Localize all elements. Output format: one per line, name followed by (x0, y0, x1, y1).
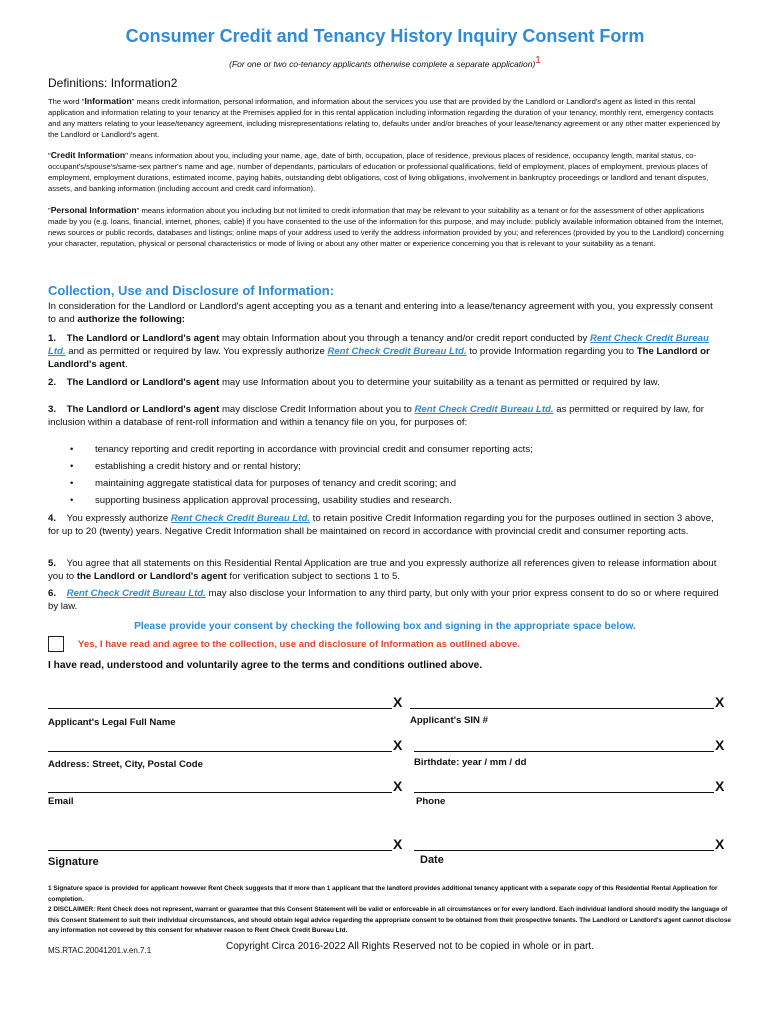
landlord-5: the Landlord or Landlord's agent (76, 571, 227, 582)
bullet-text: supporting business application approval processing, usability studies and research. (95, 495, 452, 506)
item-3: 3. The Landlord or Landlord's agent may disclose Credit Information about you to Rent Check Credit Bureau Ltd. as permitted or required by law, for inclusion within a database of rent-roll information and within a tenancy file on you, for purposes of: (48, 404, 704, 428)
item-4: 4. You expressly authorize Rent Check Credit Bureau Ltd. to retain positive Credit Information regarding you for the purposes outlined in section 3 above, for up to 20 (twenty) years. Negative Credit Information shall be maintained on record in accordance with provincial credit and consumer reporting acts. (48, 513, 714, 537)
item2-text: may use Information about you to determine your suitability as a tenant as permitted or required by law. (221, 377, 660, 388)
credit-text: means information about you, including your name, age, date of birth, occupation, place of residence, previous places of residence, occupancy length, marital status, co-occupant's/spouse's/same-sex partner's name and age, number of dependants, particulars of education or professional qualifications, field of employment, places of employment, previous places of employment, employment durations, estimated income, paying habits, outstanding debt obligations, cost of living obligations, involvement in bankruptcy proceedings or landlord and tenant disputes, assets, and banking information (including account and credit card information). (48, 151, 709, 194)
form-title: Consumer Credit and Tenancy History Inquiry Consent Form (125, 26, 645, 46)
phone-x-mark: X (715, 778, 725, 794)
item4-text-a: You expressly authorize (66, 513, 169, 524)
consent-checkbox-label: Yes, I have read and agree to the collection, use and disclosure of Information as outlined above. (78, 639, 520, 650)
item5-text-b: for verification subject to sections 1 to 5. (229, 571, 401, 582)
full-name-label: Applicant's Legal Full Name (48, 717, 176, 728)
bullet-text: tenancy reporting and credit reporting in accordance with provincial credit and consumer reporting acts; (95, 444, 533, 455)
footnote-marker: 1 (535, 55, 541, 66)
item1-text-c: to provide Information regarding you to (469, 346, 635, 357)
item3-text-b: as permitted or required by law, for inclusion within a database of rent-roll information and within a tenancy file on you, for purposes of: (48, 404, 704, 428)
bullet-text: maintaining aggregate statistical data for purposes of tenancy and credit scoring; and (95, 478, 457, 489)
full-name-field[interactable] (48, 708, 392, 709)
sin-label: Applicant's SIN # (410, 715, 488, 726)
copyright-notice: Copyright Circa 2016-2022 All Rights Reserved not to be copied in whole or in part. (226, 941, 594, 952)
personal-term: Personal Information (50, 205, 137, 215)
form-subtitle (0, 55, 770, 69)
bullet-text: establishing a credit history and or rental history; (95, 461, 301, 472)
signature-label: Signature (48, 856, 99, 868)
definitions-heading: Definitions: Information2 (48, 76, 178, 90)
full-name-x-mark: X (393, 694, 403, 710)
information-term: Information (84, 96, 132, 106)
item3-text-a: may disclose Credit Information about you to (221, 404, 412, 415)
bullet-item: • supporting business application approval processing, usability studies and research. (70, 495, 452, 506)
landlord-1b: The Landlord or Landlord's agent (48, 346, 710, 370)
date-x-mark: X (715, 836, 725, 852)
landlord-1: The Landlord or Landlord's agent (66, 333, 220, 344)
landlord-2: The Landlord or Landlord's agent (66, 377, 220, 388)
signature-x-mark: X (393, 836, 403, 852)
definition-personal-information: "Personal Information" means information about you including but not limited to credit information that may be relevant to your suitability as a tenant or for the assessment of other applications made by you (e.g. loans, financial, internet, phones, cable) if you have consented to the use of the information for this purpose, and may include: publicly available information obtained from the Internet, news sources or public records, databases and listings; online maps of your address used to verify the address information provided by you; and references (provided by you to the Landlord) concerning your character, reputation, physical or personal characteristics or mode of living or about any other matter or experience concerning you that is relevant to your suitability as a tenant. (48, 205, 724, 249)
subtitle-text: (For one or two co-tenancy applicants otherwise complete a separate application) (229, 58, 536, 69)
form-code: MS.RTAC.20041201.v.en.7.1 (48, 946, 152, 955)
consent-checkbox[interactable] (48, 636, 64, 652)
item-5: 5. You agree that all statements on this Residential Rental Application are true and you expressly authorize all references given to release information about you to the Landlord or Landlord's agent for verification subject to sections 1 to 5. (48, 558, 717, 582)
consent-instruction: Please provide your consent by checking the following box and signing in the appropriate space below. (134, 621, 636, 632)
intro-text: In consideration for the Landlord or Landlord's agent accepting you as a tenant and entering into a lease/tenancy agreement with you, you expressly consent to and (48, 301, 713, 325)
date-field[interactable] (414, 850, 714, 851)
birthdate-label: Birthdate: year / mm / dd (414, 757, 527, 768)
item-2: 2. The Landlord or Landlord's agent may use Information about you to determine your suitability as a tenant as permitted or required by law. (48, 377, 660, 388)
item1-text-a: may obtain Information about you through a tenancy and/or credit report conducted by (221, 333, 588, 344)
bureau-link-4[interactable]: Rent Check Credit Bureau Ltd. (170, 513, 310, 524)
address-label: Address: Street, City, Postal Code (48, 759, 203, 770)
address-x-mark: X (393, 737, 403, 753)
address-field[interactable] (48, 751, 392, 752)
signature-field[interactable] (48, 850, 392, 851)
birthdate-field[interactable] (414, 751, 714, 752)
collection-heading: Collection, Use and Disclosure of Information: (48, 283, 335, 298)
email-label: Email (48, 796, 74, 807)
item4-text-b: to retain positive Credit Information regarding you for the purposes outlined in section 3 above, for up to 20 (twenty) years. Negative Credit Information shall be maintained on record in accordance with provincial credit and consumer reporting acts. (48, 513, 714, 537)
item6-text: may also disclose your Information to any third party, but only with your prior express consent to do so or where required by law. (48, 588, 719, 612)
definition-credit-information: "Credit Information" means information about you, including your name, age, date of birth, occupation, place of residence, previous places of residence, occupancy length, marital status, co-occupant's/spouse's/same-sex partner's name and age, number of dependants, particulars of education or professional qualifications, field of employment, places of employment, previous places of employment, employment durations, estimated income, paying habits, outstanding debt obligations, cost of living obligations, involvement in bankruptcy proceedings or landlord and tenant disputes, assets, and banking information (including account and credit card information). (48, 150, 709, 194)
footnote-1: 1 Signature space is provided for applicant however Rent Check suggests that if more than 1 applicant that the landlord provides additional tenancy applicant with a separate copy of this Residential Rental Application for completion. (48, 885, 718, 903)
credit-term: Credit Information (50, 150, 126, 160)
item-6: 6. Rent Check Credit Bureau Ltd. may also disclose your Information to any third party, but only with your prior express consent to do so or where required by law. (48, 588, 719, 612)
item1-text-b: and as permitted or required by law. You expressly authorize (68, 346, 325, 357)
landlord-3: The Landlord or Landlord's agent (66, 404, 220, 415)
bureau-link-1[interactable]: Rent Check Credit Bureau Ltd. (48, 333, 709, 357)
sin-x-mark: X (715, 694, 725, 710)
phone-label: Phone (416, 796, 446, 807)
personal-text: means information about you including but not limited to credit information that may be relevant to your suitability as a tenant or for the assessment of other applications made by you (e.g. loans, financial, internet, phones, cable) if you have consented to the use of the information for this purpose, and may include: publicly available information obtained from the Internet, news sources or public records, databases and listings; online maps of your address used to verify the address information provided by you; and references (provided by you to the Landlord) concerning your character, reputation, physical or personal characteristics or mode of living or about any other matter or experience concerning you that is relevant to your suitability as a tenant. (48, 206, 724, 249)
email-field[interactable] (48, 792, 392, 793)
collection-intro (48, 300, 722, 326)
bureau-link-3[interactable]: Rent Check Credit Bureau Ltd. (414, 404, 554, 415)
definition-information: The word "Information" means credit information, personal information, and information about the services you use that are provided by the Landlord or Landlord's agent as listed in this rental application and information relating to your tenancy at the Premises applied for in this rental application including information regarding the duration of your tenancy, monthly rent, emergency contacts and any matters relating to your lease/tenancy agreement, including misrepresentations relating to, defaults under and/or breaches of your lease/tenancy agreement or any other matter experienced by the Landlord or Landlord's agent. (48, 96, 721, 140)
bullet-item: • maintaining aggregate statistical data for purposes of tenancy and credit scoring; and (70, 478, 457, 489)
birthdate-x-mark: X (715, 737, 725, 753)
footnote-2: 2 DISCLAIMER: Rent Check does not represent, warrant or guarantee that this Consent Statement will be valid or enforceable in all circumstances or for every landlord. Each individual landlord should modify the language of this Consent Statement to suit their individual circumstances, and should obtain legal advice regarding the appropriate consent to be obtained from their prospective tenants. The Landlord or Landlord's agent cannot disclose any information not covered by this consent for whatever reason to Rent Check Credit Bureau Ltd. (48, 906, 731, 934)
agreement-statement: I have read, understood and voluntarily agree to the terms and conditions outlined above. (48, 660, 483, 671)
email-x-mark: X (393, 778, 403, 794)
sin-field[interactable] (410, 708, 714, 709)
intro-bold: authorize the following: (77, 314, 185, 325)
item-1: 1. The Landlord or Landlord's agent may obtain Information about you through a tenancy and/or credit report conducted by Rent Check Credit Bureau Ltd. and as permitted or required by law. You expressly authorize Rent Check Credit Bureau Ltd. to provide Information regarding you to The Landlord or Landlord's agent. (48, 333, 710, 370)
item5-text-a: You agree that all statements on this Residential Rental Application are true and you expressly authorize all references given to release information about you to (48, 558, 717, 582)
date-label: Date (420, 854, 444, 866)
bureau-link-2[interactable]: Rent Check Credit Bureau Ltd. (327, 346, 467, 357)
bullet-item: • establishing a credit history and or rental history; (70, 461, 301, 472)
phone-field[interactable] (414, 792, 714, 793)
bureau-link-5[interactable]: Rent Check Credit Bureau Ltd. (66, 588, 206, 599)
bullet-item: • tenancy reporting and credit reporting in accordance with provincial credit and consumer reporting acts; (70, 444, 533, 455)
